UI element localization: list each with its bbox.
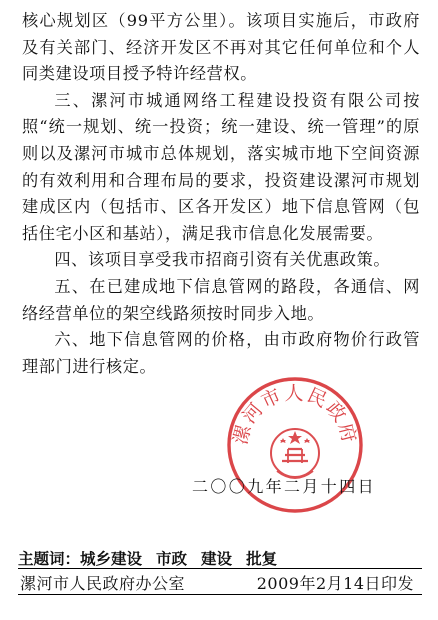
document-body: [22, 8, 420, 380]
paragraph: 四、该项目享受我市招商引资有关优惠政策。: [54, 250, 391, 270]
national-emblem-icon: [271, 429, 319, 478]
divider-top: [18, 568, 422, 569]
issue-date: 二〇〇九年二月十四日: [192, 477, 377, 496]
keyword: 建设: [201, 550, 233, 568]
keyword: 城乡建设: [80, 550, 143, 568]
paragraph: 三、漯河市城通网络工程建设投资有限公司按照“统一规划、统一投资；统一建设、统一管理”的原则以及漯河市城市总体规划，落实城市地下空间资源的有效利用和合理布局的要求，投资建设漯河市规划建成区内（包括市、区各开发区）地下信息管网（包括住宅小区和基站），满足我市信息化发展需要。: [22, 90, 420, 243]
issuing-office: 漯河市人民政府办公室: [20, 574, 186, 593]
seal-text: 漯河市人民政府: [229, 382, 361, 447]
issuer-line: [20, 571, 424, 594]
subject-keywords: [18, 547, 291, 569]
print-date: 2009年2月14日印发: [256, 574, 414, 593]
divider-bottom: [18, 594, 422, 595]
paragraph: 五、在已建成地下信息管网的路段，各通信、网络经营单位的架空线路须按时同步入地。: [22, 276, 420, 323]
paragraph: 六、地下信息管网的价格，由市政府物价行政管理部门进行核定。: [22, 330, 420, 376]
keyword: 批复: [246, 550, 278, 568]
keyword: 市政: [156, 550, 188, 568]
subject-label: 主题词：: [18, 550, 81, 568]
paragraph: 核心规划区（99平方公里）。该项目实施后，市政府及有关部门、经济开发区不再对其它任何单位和个人同类建设项目授予特许经营权。: [22, 11, 420, 84]
